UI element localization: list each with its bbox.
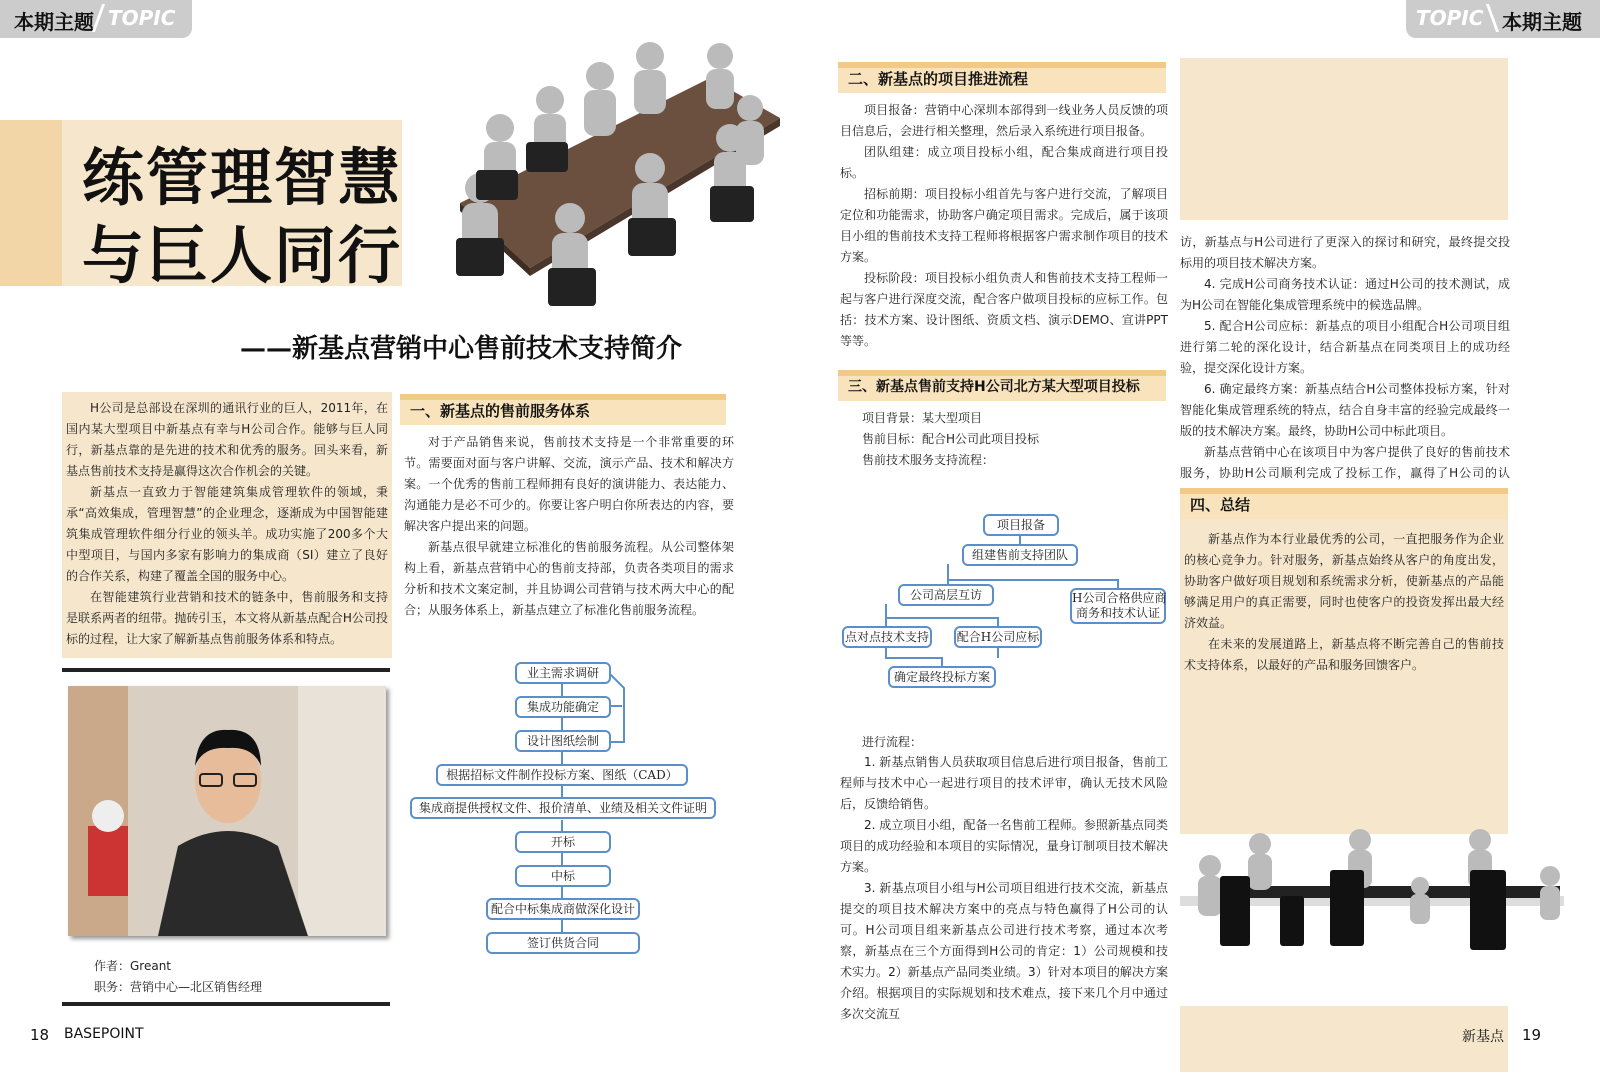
- flow1-step: 集成商提供授权文件、报价清单、业绩及相关文件证明: [410, 797, 716, 819]
- section3-paragraph: 1. 新基点销售人员获取项目信息后进行项目报备，售前工程师与技术中心一起进行项目的技术评审，确认无技术风险后，反馈给销售。: [840, 755, 1168, 811]
- page-number-left: 18: [30, 1026, 50, 1044]
- flow1-step: 集成功能确定: [515, 696, 611, 718]
- section3-paragraph: 3. 新基点项目小组与H公司项目组进行技术交流，新基点提交的项目技术解决方案中的亮点与特色赢得了H公司的认可。H公司项目组来新基点公司进行技术考察，通过本次考察，新基点在三个方面得到H公司的肯定：1）公司规模和技术实力。2）新基点产品同类业绩。3）针对本项目的解决方案介绍。根据项目的实际规划和技术难点，接下来几个月中通过多次交流互: [840, 881, 1168, 1021]
- flow1-step: 设计图纸绘制: [515, 730, 611, 752]
- article-subtitle: ——新基点营销中心售前技术支持简介: [240, 334, 683, 364]
- topic-tab-right-en: TOPIC: [1416, 6, 1484, 30]
- summary-box: [1180, 488, 1508, 834]
- right-col-paragraph: 5. 配合H公司应标：新基点的项目小组配合H公司项目组进行第二轮的深化设计，结合新基点在同类项目上的成功经验，提交深化设计方案。: [1180, 319, 1510, 375]
- brand-left: BASEPOINT: [64, 1026, 144, 1042]
- flow2-node: 项目报备: [983, 514, 1059, 536]
- section3-heading: 三、新基点售前支持H公司北方某大型项目投标: [838, 370, 1166, 401]
- flow1-step: 开标: [515, 831, 611, 853]
- intro-paragraph: H公司是总部设在深圳的通讯行业的巨人，2011年，在国内某大型项目中新基点有幸与H公司合作。能够与巨人同行，新基点靠的是先进的技术和优秀的服务。回头来看，新基点售前技术支持是赢得这次合作机会的关键。: [66, 401, 388, 478]
- author-name: 作者：Greant: [94, 959, 172, 973]
- topic-tab-right-cn: 本期主题: [1502, 10, 1582, 34]
- section4-heading: 四、总结: [1180, 488, 1508, 519]
- conference-illustration-bottom: [1180, 826, 1564, 962]
- right-col-paragraph: 6. 确定最终方案：新基点结合H公司整体投标方案，针对智能化集成管理系统的特点，结合自身丰富的经验完成最终一版的技术解决方案。最终，协助H公司中标此项目。: [1180, 382, 1510, 438]
- section1-paragraph: 对于产品销售来说，售前技术支持是一个非常重要的环节。需要面对面与客户讲解、交流，演示产品、技术和解决方案。一个优秀的售前工程师拥有良好的演讲能力、表达能力、沟通能力是必不可少的。你要让客户明白你所表达的内容，要解决客户提出来的问题。: [404, 435, 734, 533]
- flow2-node-cert: [1070, 588, 1166, 624]
- right-col-paragraph: 4. 完成H公司商务技术认证：通过H公司的技术测试，成为H公司在智能化集成管理系统中的候选品牌。: [1180, 277, 1510, 312]
- author-role: 职务：营销中心—北区销售经理: [94, 980, 263, 994]
- title-line-1: 练管理智慧: [82, 141, 403, 214]
- section3-body: [840, 752, 1168, 1025]
- section2-paragraph: 团队组建：成立项目投标小组，配合集成商进行项目投标。: [840, 145, 1168, 180]
- right-top-block: [1180, 58, 1508, 220]
- intro-paragraph: 新基点一直致力于智能建筑集成管理软件的领域，秉承“高效集成，管理智慧”的企业理念，逐渐成为中国智能建筑集成管理软件细分行业的领头羊。成功实施了200多个大中型项目，与国内多家有影响力的集成商（SI）建立了良好的合作关系，构建了覆盖全国的服务中心。: [66, 485, 388, 583]
- flow1-step: 根据招标文件制作投标方案、图纸（CAD）: [436, 764, 688, 786]
- flow2-node: 配合H公司应标: [954, 626, 1042, 648]
- flow2-node: 点对点技术支持: [842, 626, 932, 648]
- section2-paragraph: 投标阶段：项目投标小组负责人和售前技术支持工程师一起与客户进行深度交流，配合客户做项目投标的应标工作。包括：技术方案、设计图纸、资质文档、演示DEMO、宣讲PPT等等。: [840, 271, 1168, 348]
- flow1-step: 中标: [515, 865, 611, 887]
- flow2-node-line: 商务和技术认证: [1075, 606, 1160, 620]
- flow2-node-line: H公司合格供应商: [1072, 591, 1167, 605]
- title-line-2: 与巨人同行: [82, 219, 403, 292]
- section3-line: 售前目标：配合H公司此项目投标: [862, 432, 1040, 446]
- section4-paragraph: 新基点作为本行业最优秀的公司，一直把服务作为企业的核心竞争力。针对服务，新基点始终从客户的角度出发，协助客户做好项目规划和系统需求分析，使新基点的产品能够满足用户的真正需要，同时也使客户的投资发挥出最大经济效益。: [1184, 532, 1504, 630]
- section1-heading: 一、新基点的售前服务体系: [400, 394, 726, 425]
- flow2-node: 组建售前支持团队: [962, 544, 1078, 566]
- section2-paragraph: 招标前期：项目投标小组首先与客户进行交流，了解项目定位和功能需求，协助客户确定项目需求。完成后，属于该项目小组的售前技术支持工程师将根据客户需求制作项目的技术方案。: [840, 187, 1168, 264]
- topic-tab-left-cn: 本期主题: [14, 10, 94, 34]
- section4-body: [1180, 519, 1508, 676]
- right-bottom-block: [1180, 1006, 1508, 1072]
- flow2-node: 公司高层互访: [898, 584, 994, 606]
- intro-paragraph: 在智能建筑行业营销和技术的链条中，售前服务和支持是联系两者的纽带。抛砖引玉，本文将从新基点配合H公司投标的过程，让大家了解新基点售前服务体系和特点。: [66, 590, 388, 646]
- page-number-right: 19: [1522, 1026, 1542, 1044]
- section3-line: 售前技术服务支持流程：: [862, 453, 995, 467]
- right-col-paragraph: 新基点营销中心在该项目中为客户提供了良好的售前技术服务，协助H公司顺利完成了投标工作，赢得了H公司的认: [1180, 445, 1510, 480]
- flow1-step: 业主需求调研: [515, 662, 611, 684]
- brand-right: 新基点: [1462, 1029, 1504, 1045]
- flow1-step: 签订供货合同: [486, 932, 640, 954]
- section2-paragraph: 项目报备：营销中心深圳本部得到一线业务人员反馈的项目信息后，会进行相关整理，然后录入系统进行项目报备。: [840, 103, 1168, 138]
- flow1-step: 配合中标集成商做深化设计: [486, 898, 640, 920]
- flow2-node: 确定最终投标方案: [888, 666, 996, 688]
- right-col-paragraph: 访，新基点与H公司进行了更深入的探讨和研究，最终提交投标用的项目技术解决方案。: [1180, 235, 1510, 270]
- right-col-body: [1180, 232, 1510, 505]
- process-title: 进行流程：: [862, 735, 923, 749]
- section3-paragraph: 2. 成立项目小组，配备一名售前工程师。参照新基点同类项目的成功经验和本项目的实际情况，量身订制项目技术解决方案。: [840, 818, 1168, 874]
- section3-line: 项目背景：某大型项目: [862, 411, 983, 425]
- section4-paragraph: 在未来的发展道路上，新基点将不断完善自己的售前技术支持体系，以最好的产品和服务回馈客户。: [1184, 637, 1504, 672]
- section1-paragraph: 新基点很早就建立标准化的售前服务流程。从公司整体架构上看，新基点营销中心的售前支持部，负责各类项目的需求分析和技术文案定制，并且协调公司营销与技术两大中心的配合；从服务体系上，新基点建立了标准化售前服务流程。: [404, 540, 734, 617]
- section2-heading: 二、新基点的项目推进流程: [838, 62, 1166, 93]
- topic-tab-left-en: TOPIC: [108, 6, 176, 30]
